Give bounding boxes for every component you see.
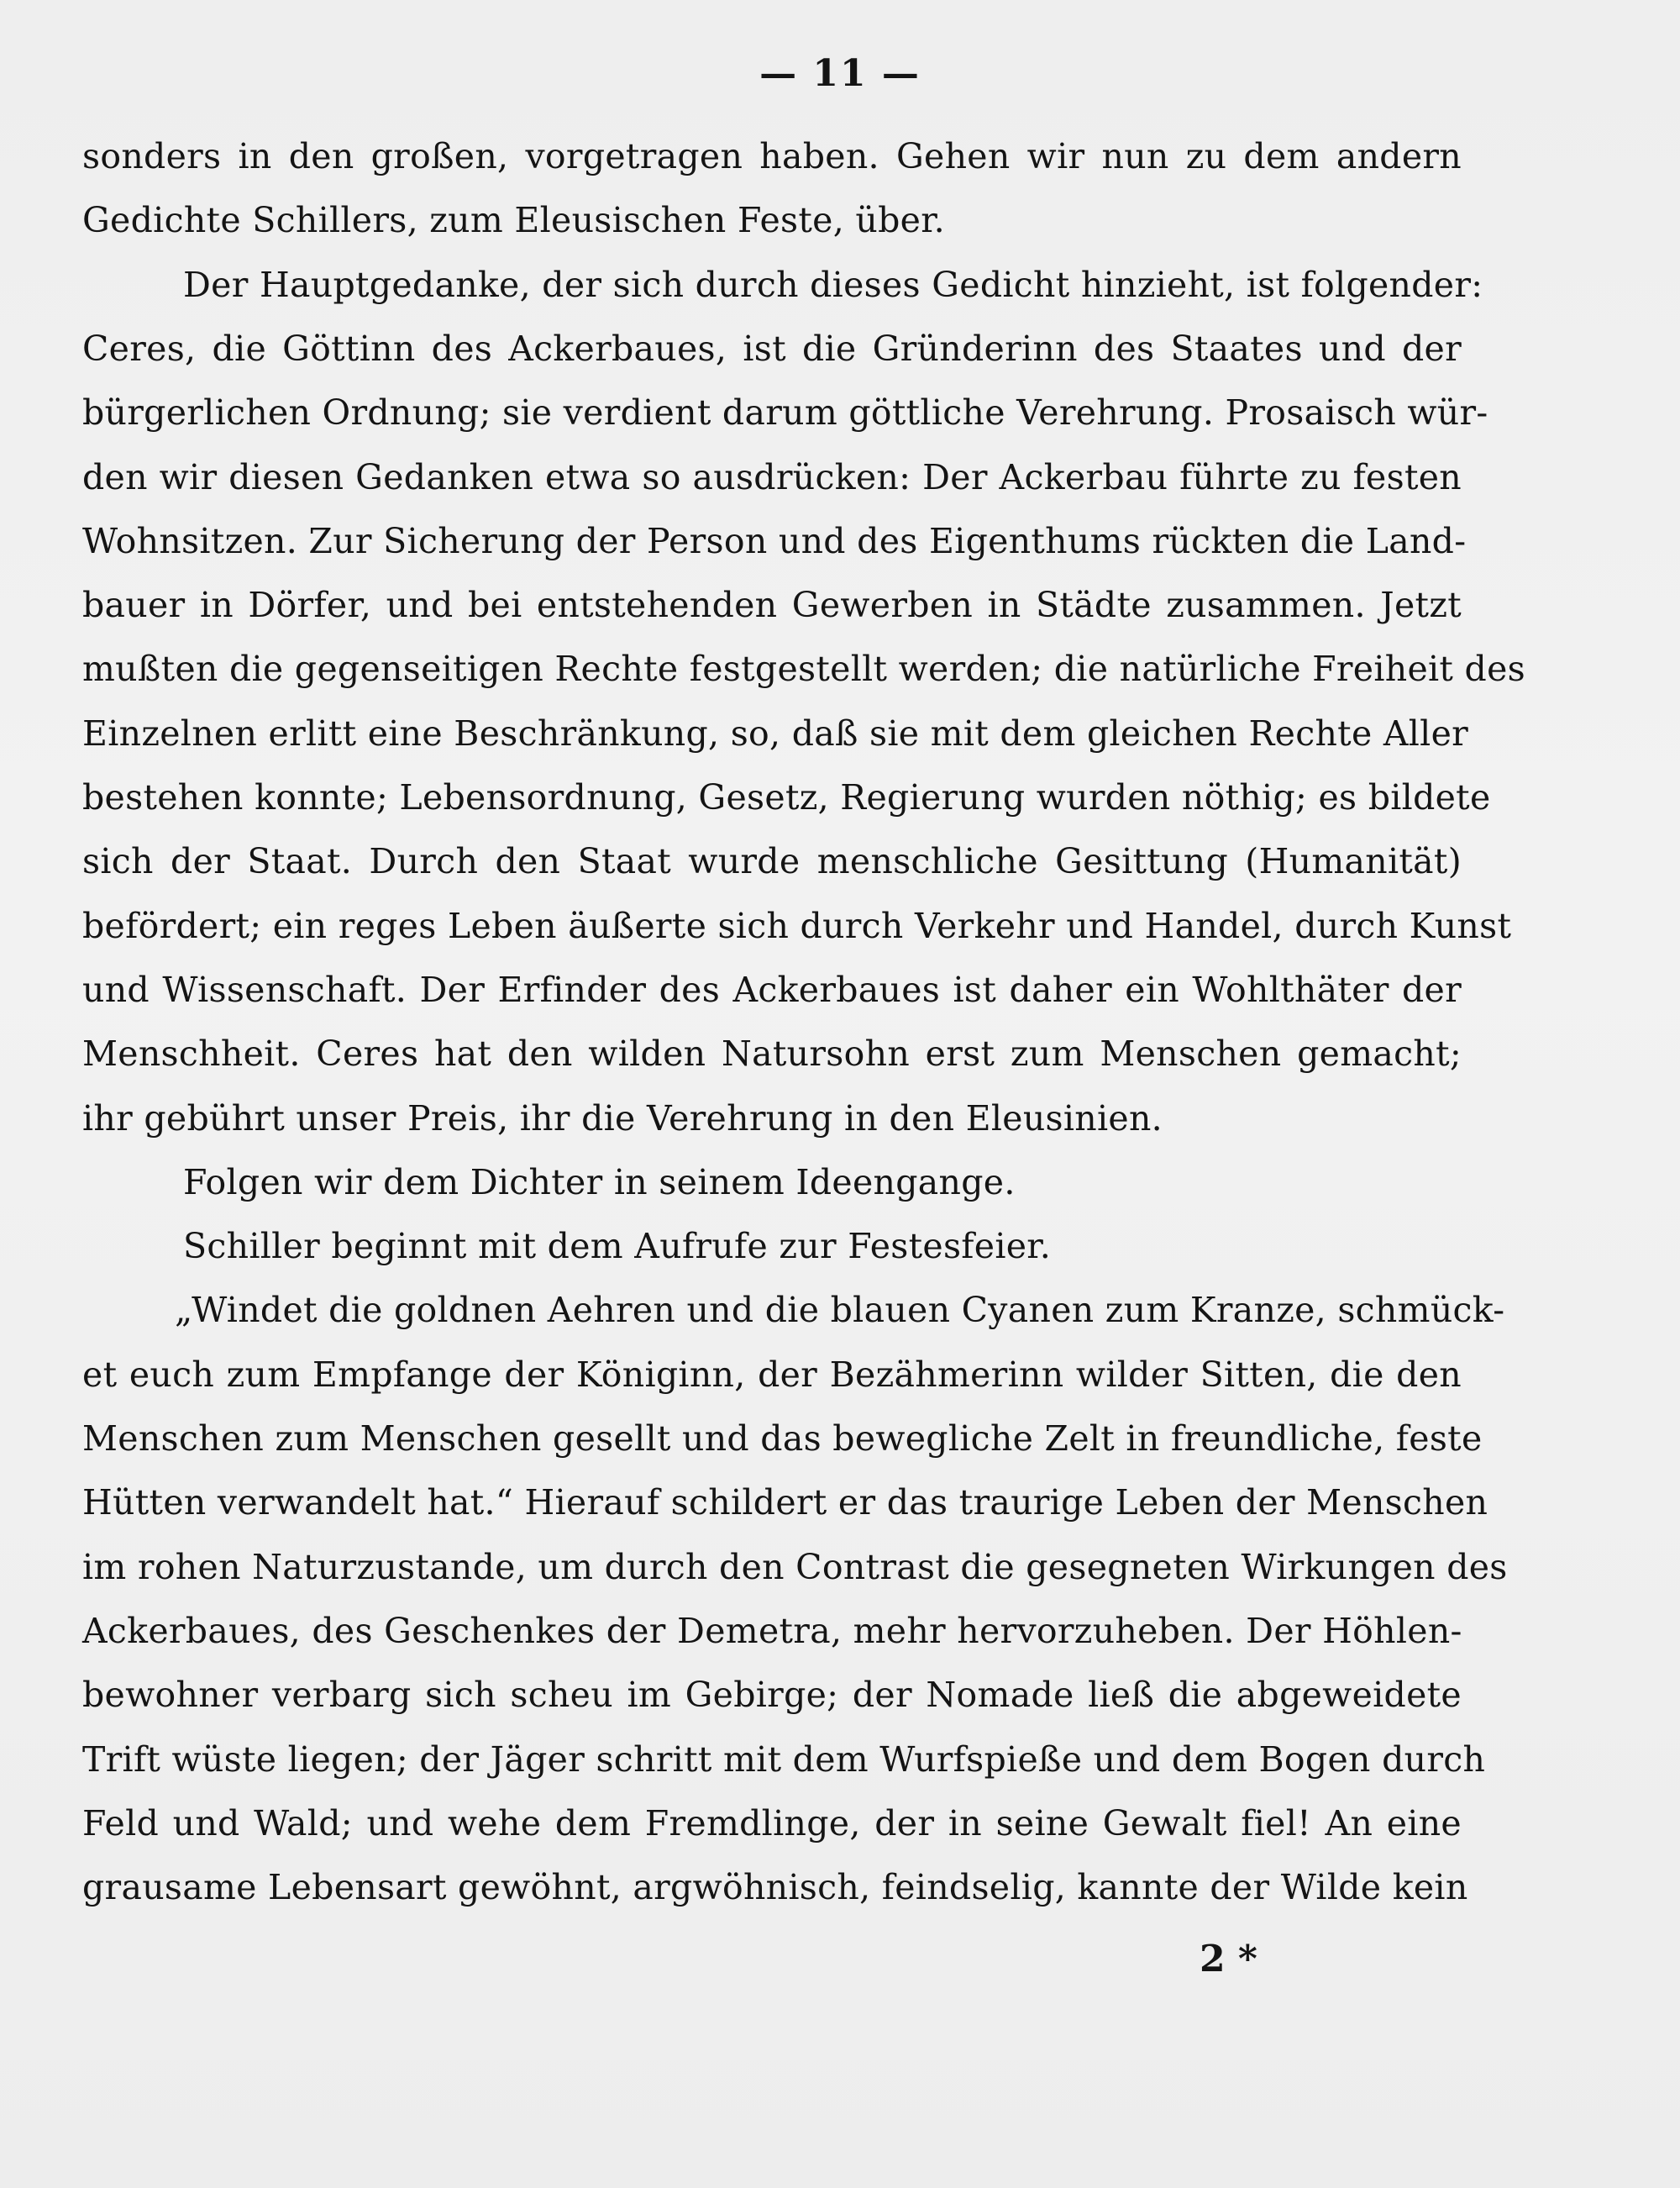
text-line: Menschen zum Menschen gesellt und das bewegliche Zelt in freundliche, feste	[82, 1418, 1483, 1459]
text-line: bürgerlichen Ordnung; sie verdient darum göttliche Verehrung. Prosaisch wür-	[82, 392, 1488, 434]
text-line: im rohen Naturzustande, um durch den Contrast die gesegneten Wirkungen des	[82, 1546, 1508, 1587]
text-line: bewohner verbarg sich scheu im Gebirge; der Nomade ließ die abgeweidete	[82, 1675, 1462, 1716]
text-line: Feld und Wald; und wehe dem Fremdlinge, der in seine Gewalt fiel! An eine	[82, 1802, 1462, 1843]
text-line: Wohnsitzen. Zur Sicherung der Person und des Eigenthums rückten die Land-	[82, 520, 1467, 561]
text-line: sonders in den großen, vorgetragen haben. Gehen wir nun zu dem andern	[82, 136, 1462, 176]
text-line: befördert; ein reges Leben äußerte sich durch Verkehr und Handel, durch Kunst	[82, 905, 1512, 946]
text-line: ihr gebührt unser Preis, ihr die Verehrung in den Eleusinien.	[82, 1097, 1163, 1139]
text-line: et euch zum Empfange der Königinn, der Bezähmerinn wilder Sitten, die den	[82, 1354, 1462, 1395]
text-line: „Windet die goldnen Aehren und die blauen Cyanen zum Kranze, schmück-	[175, 1290, 1505, 1331]
text-line: bestehen konnte; Lebensordnung, Gesetz, Regierung wurden nöthig; es bildete	[82, 777, 1491, 818]
text-line: Schiller beginnt mit dem Aufrufe zur Festesfeier.	[183, 1226, 1052, 1267]
text-line: bauer in Dörfer, und bei entstehenden Gewerben in Städte zusammen. Jetzt	[82, 585, 1462, 626]
text-line: Folgen wir dem Dichter in seinem Ideengange.	[183, 1161, 1016, 1202]
text-line: Der Hauptgedanke, der sich durch dieses Gedicht hinzieht, ist folgender:	[183, 264, 1483, 305]
text-line: Trift wüste liegen; der Jäger schritt mit dem Wurfspieße und dem Bogen durch	[82, 1738, 1486, 1780]
text-line: sich der Staat. Durch den Staat wurde menschliche Gesittung (Humanität)	[82, 841, 1462, 882]
text-line: Ceres, die Göttinn des Ackerbaues, ist die Gründerinn des Staates und der	[82, 328, 1462, 369]
text-line: Menschheit. Ceres hat den wilden Natursohn erst zum Menschen gemacht;	[82, 1034, 1462, 1075]
text-line: Hütten verwandelt hat.“ Hierauf schildert er das traurige Leben der Menschen	[82, 1482, 1488, 1523]
text-line: den wir diesen Gedanken etwa so ausdrücken: Der Ackerbau führte zu festen	[82, 456, 1462, 497]
text-line: Gedichte Schillers, zum Eleusischen Feste, über.	[82, 200, 945, 241]
text-line: grausame Lebensart gewöhnt, argwöhnisch, feindselig, kannte der Wilde kein	[82, 1867, 1468, 1908]
page-number-header: — 11 —	[759, 52, 921, 95]
printer-signature: 2 *	[1200, 1938, 1257, 1980]
text-line: mußten die gegenseitigen Rechte festgestellt werden; die natürliche Freiheit des	[82, 649, 1525, 690]
text-line: Einzelnen erlitt eine Beschränkung, so, daß sie mit dem gleichen Rechte Aller	[82, 713, 1469, 754]
text-line: und Wissenschaft. Der Erfinder des Ackerbaues ist daher ein Wohlthäter der	[82, 969, 1462, 1010]
text-line: Ackerbaues, des Geschenkes der Demetra, mehr hervorzuheben. Der Höhlen-	[82, 1610, 1462, 1651]
